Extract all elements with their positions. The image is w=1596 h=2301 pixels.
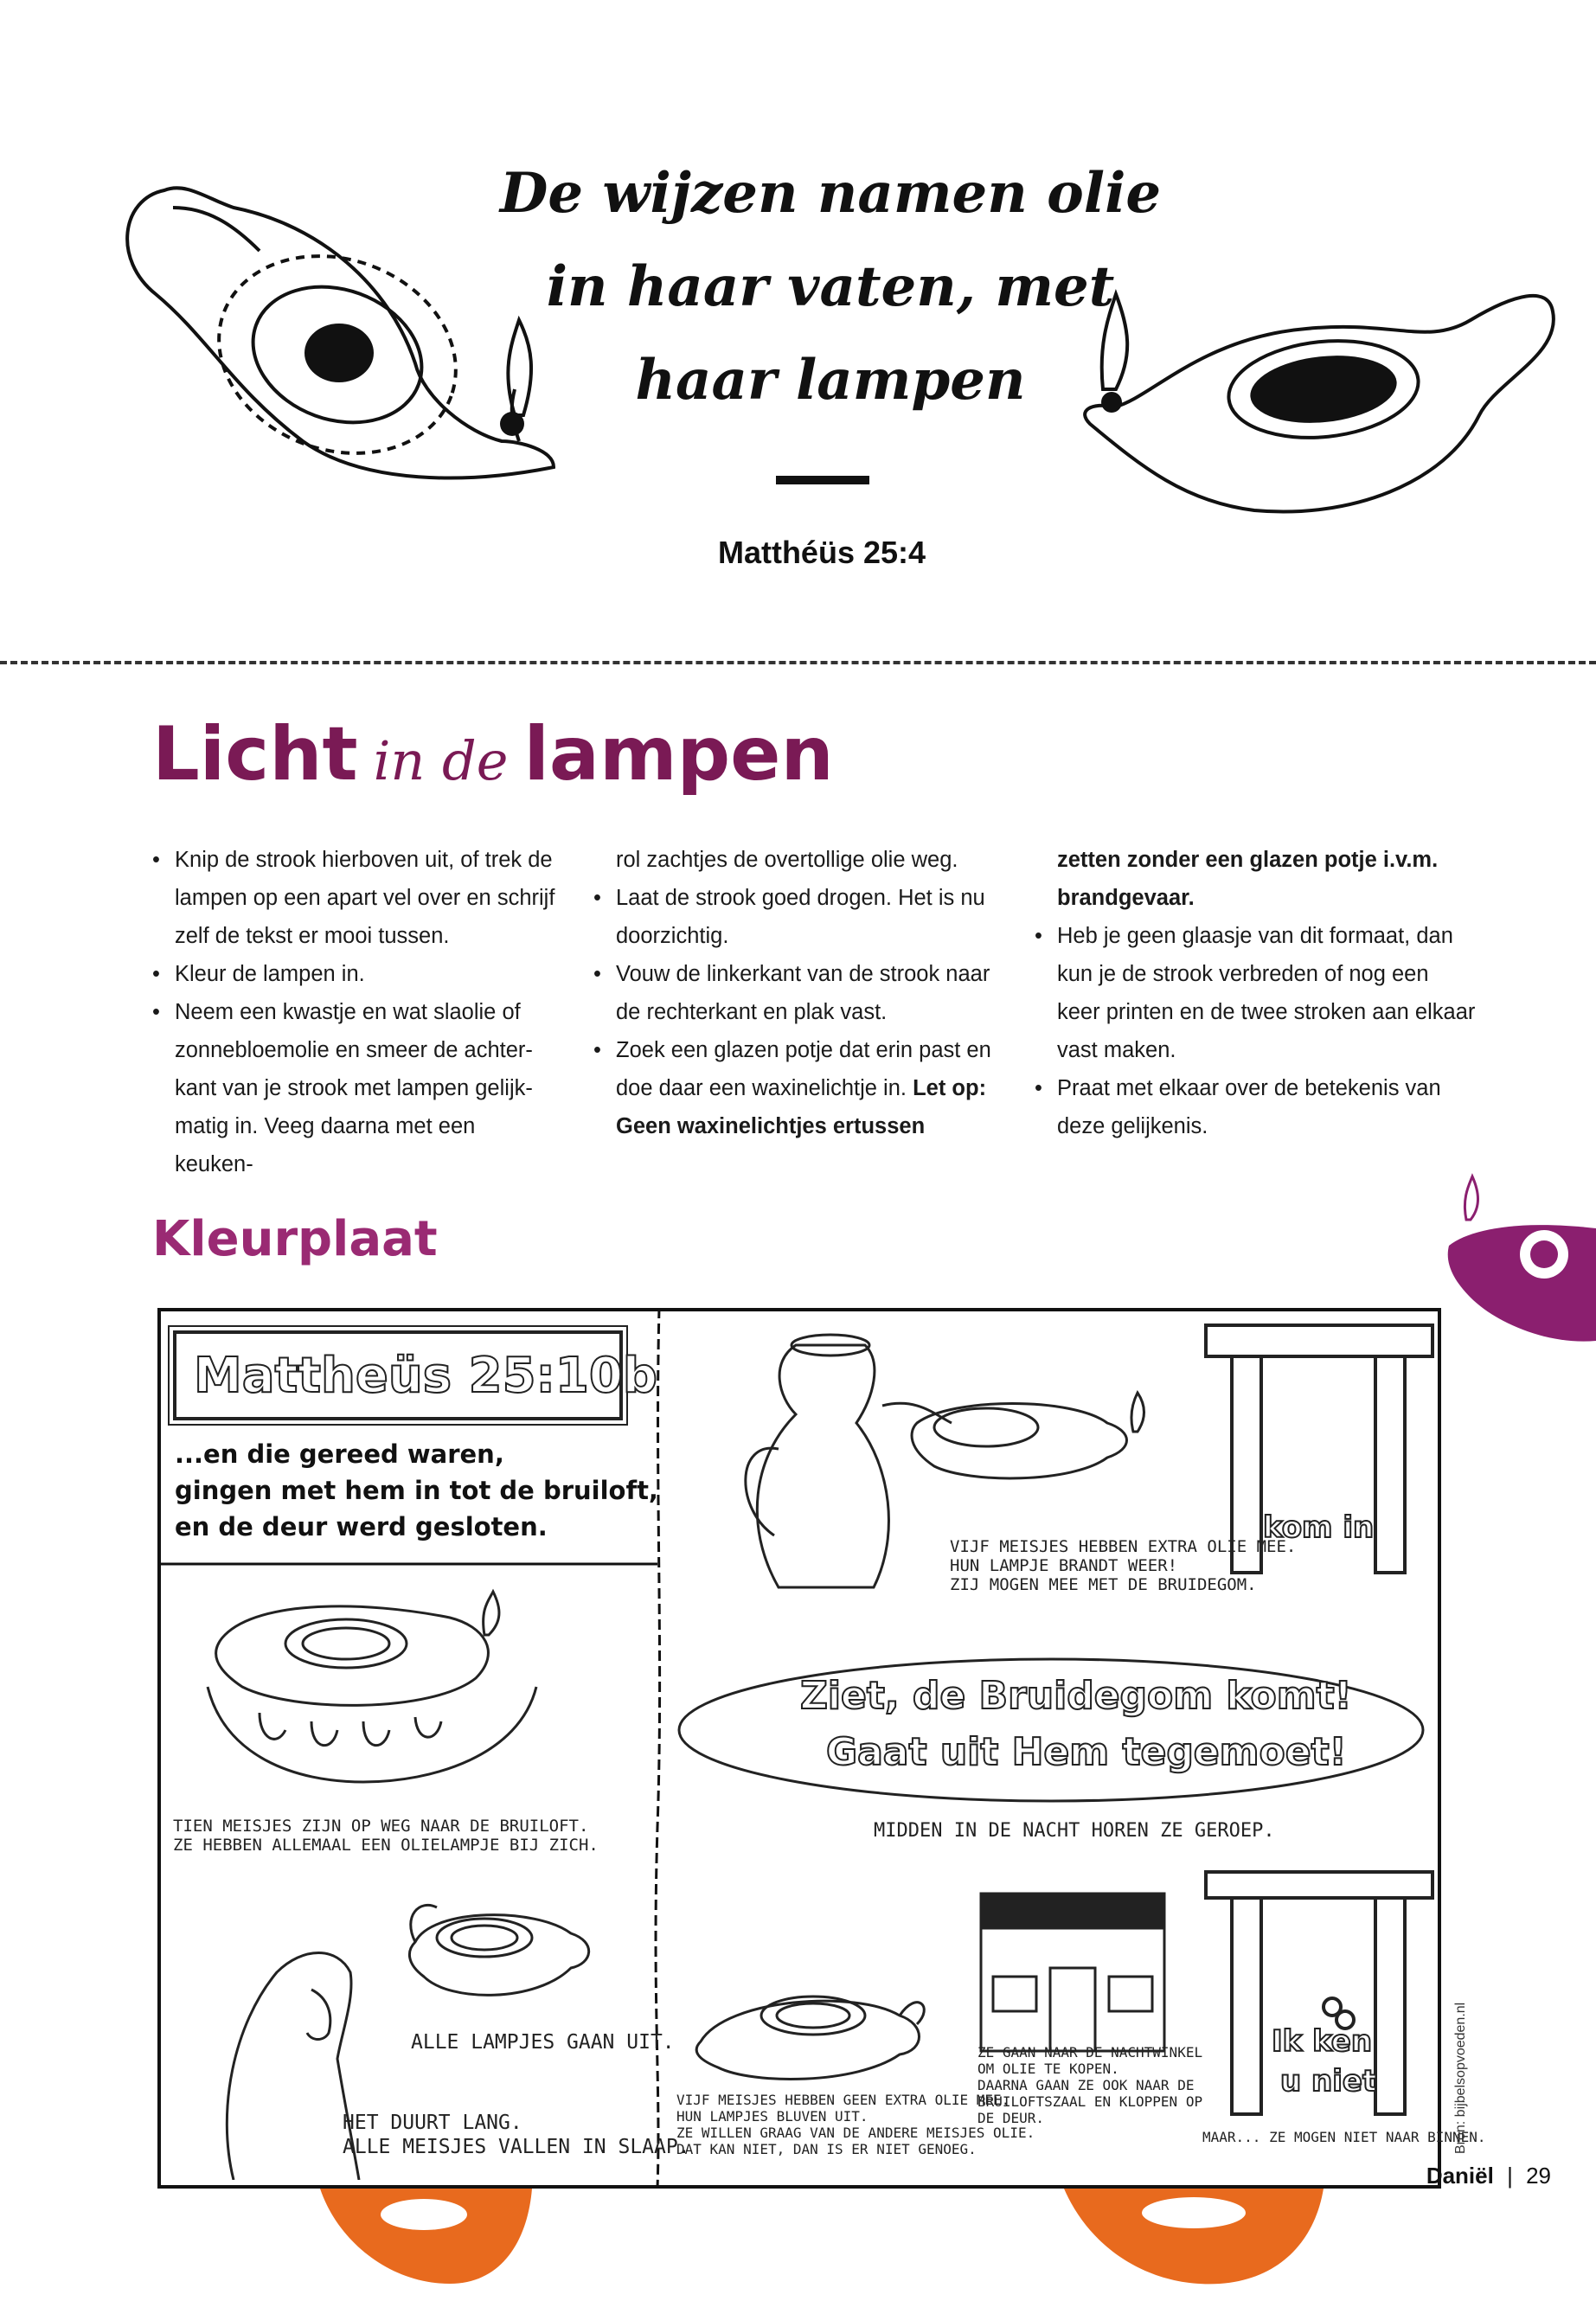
- caption-line: HET DUURT LANG.: [343, 2112, 522, 2134]
- coloring-reference-box: [173, 1330, 657, 1420]
- sleeping-girl-drawing: [182, 1920, 363, 2180]
- footer-separator: |: [1507, 2163, 1513, 2189]
- hands-with-lamp-drawing: [190, 1583, 554, 1791]
- verse-line: gingen met hem in tot de bruiloft,: [175, 1476, 658, 1505]
- orange-lamp-decoration-right: [1055, 2189, 1332, 2301]
- page-footer: [1426, 2163, 1551, 2189]
- caption-midnight: MIDDEN IN DE NACHT HOREN ZE GEROEP.: [874, 1820, 1275, 1842]
- instruction-text: Zoek een glazen potje dat erin past en doe daar een waxinelichtje in.: [616, 1038, 991, 1100]
- caption-line: BRUILOFTSZAAL EN KLOPPEN OP: [977, 2093, 1203, 2110]
- speech-line-1: Ziet, de Bruidegom komt!: [800, 1674, 1352, 1718]
- door-label-come-in: kom in: [1263, 1510, 1375, 1545]
- banner-reference: Matthéüs 25:4: [717, 535, 926, 570]
- source-credit: Bron: bijbelsopvoeden.nl: [1453, 2002, 1468, 2154]
- lamp-empty-drawing: [683, 1955, 934, 2093]
- caption-line: HUN LAMPJE BRANDT WEER!: [950, 1556, 1178, 1575]
- title-part-licht: Licht: [152, 711, 358, 798]
- warning-continuation: [1035, 841, 1476, 917]
- instruction-item: • Praat met elkaar over de betekenis van deze gelijkenis.: [1035, 1069, 1476, 1145]
- quote-line: in haar vaten, met: [546, 254, 1115, 319]
- instruction-continuation: rol zachtjes de overtollige olie weg.: [616, 848, 958, 872]
- quote-line: De wijzen namen olie: [499, 161, 1162, 226]
- coloring-reference: Mattheüs 25:10b: [194, 1348, 657, 1404]
- instruction-item: • Heb je geen glaasje van dit formaat, dan kun je de strook verbreden of nog een keer printen en de twee stroken aan elkaar vast maken.: [1035, 917, 1476, 1069]
- verse-line: ...en die gereed waren,: [175, 1439, 504, 1469]
- title-part-lampen: lampen: [523, 711, 834, 798]
- caption-line: DAARNA GAAN ZE OOK NAAR DE: [977, 2077, 1195, 2093]
- quote-divider: [776, 476, 869, 484]
- caption-line: ZIJ MOGEN MEE MET DE BRUIDEGOM.: [950, 1575, 1257, 1594]
- caption-line: DAT KAN NIET, DAN IS ER NIET GENOEG.: [676, 2141, 977, 2157]
- door-label-line: Ik ken: [1272, 2024, 1373, 2059]
- quote-line: haar lampen: [635, 348, 1026, 413]
- footer-page-number: 29: [1526, 2163, 1551, 2189]
- night-shop-drawing: [977, 1890, 1168, 2054]
- warning-text: Let op: Geen waxinelichtjes ertussen: [616, 1076, 987, 1138]
- caption-lamps-out: ALLE LAMPJES GAAN UIT.: [411, 2031, 675, 2054]
- coloring-verse: [175, 1436, 658, 1545]
- caption-not-in: MAAR... ZE MOGEN NIET NAAR BINNEN.: [1202, 2129, 1486, 2145]
- caption-line: ALLE MEISJES VALLEN IN SLAAP.: [343, 2136, 690, 2158]
- caption-line: ZE WILLEN GRAAG VAN DE ANDERE MEISJES OLIE.: [676, 2125, 1035, 2141]
- instruction-item: • Laat de strook goed drogen. Het is nu doorzichtig.: [593, 879, 1009, 955]
- title-part-in-de: in de: [373, 729, 509, 792]
- instruction-item: • Neem een kwastje en wat slaolie of zonnebloemolie en smeer de achter-kant van je strook met lampen gelijk-matig in. Veeg daarna met een keuken-: [152, 993, 559, 1183]
- caption-line: HUN LAMPJES BLUVEN UIT.: [676, 2108, 869, 2125]
- caption-line: DE DEUR.: [977, 2110, 1045, 2126]
- instruction-item: [593, 1031, 1009, 1145]
- caption-line: OM OLIE TE KOPEN.: [977, 2061, 1119, 2077]
- purple-lamp-decoration: [1445, 1125, 1596, 1349]
- caption-line: ZE GAAN NAAR DE NACHTWINKEL: [977, 2044, 1203, 2061]
- caption-line: VIJF MEISJES HEBBEN EXTRA OLIE MEE.: [950, 1537, 1297, 1556]
- verse-line: en de deur werd gesloten.: [175, 1512, 548, 1541]
- instruction-item: • Vouw de linkerkant van de strook naar de rechterkant en plak vast.: [593, 955, 1009, 1031]
- instructions-column-3: [1035, 841, 1476, 1145]
- caption-line: TIEN MEISJES ZIJN OP WEG NAAR DE BRUILOFT.: [173, 1817, 589, 1836]
- caption-line: VIJF MEISJES HEBBEN GEEN EXTRA OLIE MEE.: [676, 2092, 1010, 2108]
- instructions-column-1: [152, 841, 559, 1183]
- orange-lamp-decoration-left: [311, 2189, 536, 2301]
- lamp-out-drawing: [398, 1890, 597, 2020]
- page-title: [152, 711, 834, 798]
- door-label-line: u niet: [1280, 2064, 1377, 2099]
- coloring-title: Kleurplaat: [152, 1211, 438, 1267]
- instructions-column-2: [593, 841, 1009, 1145]
- instruction-item: • Knip de strook hierboven uit, of trek de lampen op een apart vel over en schrijf zelf de tekst er mooi tussen.: [152, 841, 559, 955]
- caption-line: ZE HEBBEN ALLEMAAL EEN OLIELAMPJE BIJ ZICH.: [173, 1836, 599, 1855]
- speech-line-2: Gaat uit Hem tegemoet!: [826, 1730, 1347, 1774]
- instruction-item: • Kleur de lampen in.: [152, 955, 559, 993]
- caption-shop: [977, 2044, 1202, 2126]
- footer-book: Daniël: [1426, 2163, 1494, 2189]
- oil-lamp-right-illustration: [1064, 260, 1566, 528]
- cut-line: [0, 661, 1596, 664]
- warning-text: zetten zonder een glazen potje i.v.m. brandgevaar.: [1057, 848, 1439, 910]
- caption-sleep: [343, 2111, 690, 2159]
- caption-ten-girls: [173, 1817, 599, 1855]
